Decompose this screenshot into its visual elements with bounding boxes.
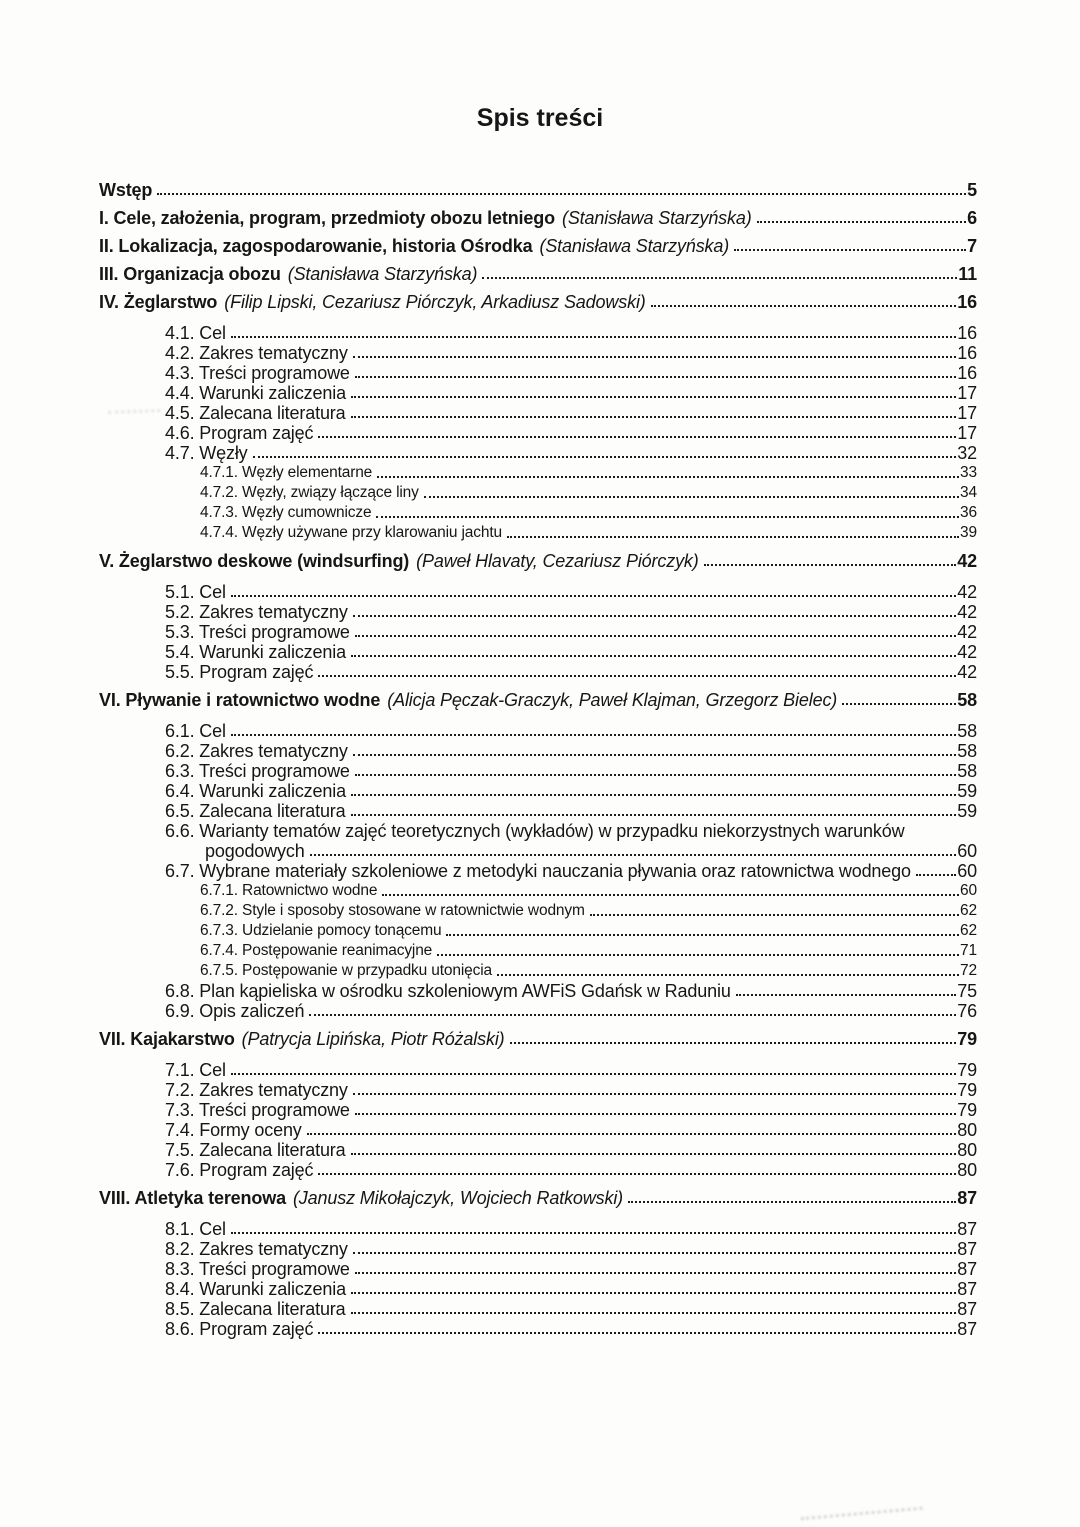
dotted-leader xyxy=(310,854,957,856)
toc-entry-author: (Paweł Hlavaty, Cezariusz Piórczyk) xyxy=(416,551,699,571)
toc-row xyxy=(99,1299,977,1319)
toc-entry-author: (Stanisława Starzyńska) xyxy=(539,236,730,256)
dotted-leader xyxy=(446,934,959,936)
toc-page-number: 16 xyxy=(957,292,977,312)
toc-entry-label: VI. Pływanie i ratownictwo wodne xyxy=(99,690,381,710)
dotted-leader xyxy=(353,356,957,358)
toc-list xyxy=(99,172,977,1339)
dotted-leader xyxy=(382,894,959,896)
dotted-leader xyxy=(318,1332,956,1334)
dotted-leader xyxy=(231,1232,956,1234)
dotted-leader xyxy=(376,516,959,518)
toc-entry-label: 6.7.3. Udzielanie pomocy tonącemu xyxy=(200,922,442,939)
toc-row xyxy=(99,941,977,961)
toc-entry-label: 5.4. Warunki zaliczenia xyxy=(165,642,346,662)
toc-page-number: 87 xyxy=(957,1279,977,1299)
toc-row xyxy=(99,1239,977,1259)
toc-entry-author: (Patrycja Lipińska, Piotr Różalski) xyxy=(241,1029,505,1049)
toc-row xyxy=(99,642,977,662)
toc-row xyxy=(99,602,977,622)
dotted-leader xyxy=(231,734,956,736)
toc-row xyxy=(99,343,977,363)
toc-entry-label: 6.8. Plan kąpieliska w ośrodku szkoleniowym AWFiS Gdańsk w Raduniu xyxy=(165,981,731,1001)
toc-row xyxy=(99,1279,977,1299)
dotted-leader xyxy=(351,814,957,816)
toc-entry-label: 6.4. Warunki zaliczenia xyxy=(165,781,346,801)
toc-entry-label: 6.7.5. Postępowanie w przypadku utonięcia xyxy=(200,962,492,979)
toc-page-number: 42 xyxy=(957,551,977,571)
toc-entry-label: 6.6. Warianty tematów zajęć teoretycznych (wykładów) w przypadku niekorzystnych warunków xyxy=(165,821,905,841)
toc-entry-author: (Alicja Pęczak-Graczyk, Paweł Klajman, Grzegorz Bielec) xyxy=(387,690,838,710)
toc-entry-label: 8.2. Zakres tematyczny xyxy=(165,1239,348,1259)
toc-row xyxy=(99,861,977,881)
scan-smudge xyxy=(799,1491,922,1521)
toc-row xyxy=(99,503,977,523)
dotted-leader xyxy=(355,774,956,776)
toc-page-number: 6 xyxy=(967,208,977,228)
toc-row xyxy=(99,690,977,710)
toc-page-number: 36 xyxy=(960,504,977,521)
toc-row xyxy=(99,1060,977,1080)
toc-entry-label: 6.1. Cel xyxy=(165,721,226,741)
toc-page-number: 42 xyxy=(957,622,977,642)
toc-page-number: 72 xyxy=(960,962,977,979)
toc-entry-label: 5.5. Program zajęć xyxy=(165,662,314,682)
toc-row xyxy=(99,1100,977,1120)
toc-entry-label: 7.6. Program zajęć xyxy=(165,1160,314,1180)
dotted-leader xyxy=(916,874,956,876)
toc-page-number: 87 xyxy=(957,1188,977,1208)
dotted-leader xyxy=(231,1073,956,1075)
toc-entry-label: I. Cele, założenia, program, przedmioty obozu letniego xyxy=(99,208,555,228)
toc-page-number: 42 xyxy=(957,662,977,682)
toc-entry-author: (Stanisława Starzyńska) xyxy=(561,208,752,228)
toc-page-number: 42 xyxy=(957,582,977,602)
dotted-leader xyxy=(590,914,959,916)
toc-page-number: 87 xyxy=(957,1239,977,1259)
toc-page-number: 16 xyxy=(957,343,977,363)
toc-entry-label: VII. Kajakarstwo xyxy=(99,1029,235,1049)
toc-row xyxy=(99,1319,977,1339)
toc-row xyxy=(99,208,977,228)
dotted-leader xyxy=(507,536,959,538)
toc-row xyxy=(99,1029,977,1049)
toc-page-number: 80 xyxy=(957,1120,977,1140)
dotted-leader xyxy=(377,476,959,478)
toc-page-number: 58 xyxy=(957,690,977,710)
toc-row xyxy=(99,180,977,200)
toc-page-number: 16 xyxy=(957,363,977,383)
toc-entry-label: IV. Żeglarstwo xyxy=(99,292,218,312)
toc-page-number: 75 xyxy=(957,981,977,1001)
toc-row xyxy=(99,1140,977,1160)
toc-entry-author: (Filip Lipski, Cezariusz Piórczyk, Arkadiusz Sadowski) xyxy=(224,292,646,312)
dotted-leader xyxy=(842,703,956,705)
toc-page-number: 17 xyxy=(957,383,977,403)
toc-row xyxy=(99,841,977,861)
toc-row xyxy=(99,981,977,1001)
toc-entry-label: 6.7.4. Postępowanie reanimacyjne xyxy=(200,942,433,959)
dotted-leader xyxy=(351,1292,956,1294)
toc-row xyxy=(99,881,977,901)
dotted-leader xyxy=(318,436,956,438)
toc-page-number: 34 xyxy=(960,484,977,501)
toc-row xyxy=(99,961,977,981)
toc-entry-label: 4.4. Warunki zaliczenia xyxy=(165,383,346,403)
toc-entry-label: pogodowych xyxy=(205,841,305,861)
toc-entry-label: 8.3. Treści programowe xyxy=(165,1259,350,1279)
toc-row xyxy=(99,363,977,383)
dotted-leader xyxy=(353,1093,957,1095)
toc-page-number: 39 xyxy=(960,524,977,541)
dotted-leader xyxy=(307,1133,957,1135)
toc-row xyxy=(99,236,977,256)
dotted-leader xyxy=(497,974,959,976)
dotted-leader xyxy=(351,416,957,418)
toc-entry-label: VIII. Atletyka terenowa xyxy=(99,1188,286,1208)
toc-entry-label: 4.7.1. Węzły elementarne xyxy=(200,464,373,481)
toc-row xyxy=(99,523,977,543)
toc-entry-label: III. Organizacja obozu xyxy=(99,264,281,284)
toc-page-number: 42 xyxy=(957,602,977,622)
dotted-leader xyxy=(351,1312,957,1314)
dotted-leader xyxy=(482,277,957,279)
toc-page-number: 62 xyxy=(960,902,977,919)
toc-page-number: 87 xyxy=(957,1219,977,1239)
toc-page-number: 87 xyxy=(957,1319,977,1339)
toc-row xyxy=(99,662,977,682)
toc-page-number: 87 xyxy=(957,1299,977,1319)
toc-row xyxy=(99,403,977,423)
toc-entry-label: V. Żeglarstwo deskowe (windsurfing) xyxy=(99,551,410,571)
toc-page-number: 17 xyxy=(957,403,977,423)
dotted-leader xyxy=(351,794,956,796)
toc-page-number: 16 xyxy=(957,323,977,343)
toc-row xyxy=(99,1188,977,1208)
dotted-leader xyxy=(704,564,957,566)
toc-entry-author: (Stanisława Starzyńska) xyxy=(287,264,478,284)
toc-entry-label: 4.7. Węzły xyxy=(165,443,248,463)
toc-page-number: 79 xyxy=(957,1100,977,1120)
toc-entry-label: 6.7.1. Ratownictwo wodne xyxy=(200,882,378,899)
toc-entry-label: 7.3. Treści programowe xyxy=(165,1100,350,1120)
dotted-leader xyxy=(355,1272,956,1274)
dotted-leader xyxy=(353,754,957,756)
toc-row xyxy=(99,264,977,284)
toc-page-number: 33 xyxy=(960,464,977,481)
toc-entry-label: 4.2. Zakres tematyczny xyxy=(165,343,348,363)
toc-row xyxy=(99,423,977,443)
dotted-leader xyxy=(651,305,957,307)
toc-entry-label: 4.7.2. Węzły, związy łączące liny xyxy=(200,484,419,501)
toc-page-number: 42 xyxy=(957,642,977,662)
dotted-leader xyxy=(355,635,956,637)
toc-page-number: 58 xyxy=(957,721,977,741)
toc-page-number: 59 xyxy=(957,801,977,821)
dotted-leader xyxy=(318,1173,956,1175)
dotted-leader xyxy=(734,249,966,251)
toc-page-number: 58 xyxy=(957,761,977,781)
toc-row xyxy=(99,721,977,741)
toc-entry-label: 6.3. Treści programowe xyxy=(165,761,350,781)
toc-row xyxy=(99,921,977,941)
dotted-leader xyxy=(353,615,957,617)
toc-entry-label: 8.1. Cel xyxy=(165,1219,226,1239)
dotted-leader xyxy=(353,1252,957,1254)
toc-entry-label: 4.7.4. Węzły używane przy klarowaniu jachtu xyxy=(200,524,502,541)
toc-row xyxy=(99,901,977,921)
dotted-leader xyxy=(318,675,956,677)
toc-row xyxy=(99,551,977,571)
toc-page-number: 80 xyxy=(957,1140,977,1160)
dotted-leader xyxy=(424,496,959,498)
dotted-leader xyxy=(355,376,956,378)
toc-page-number: 76 xyxy=(957,1001,977,1021)
toc-row xyxy=(99,801,977,821)
toc-entry-label: 6.7. Wybrane materiały szkoleniowe z metodyki nauczania pływania oraz ratownictwa wodnego xyxy=(165,861,911,881)
toc-entry-label: 4.5. Zalecana literatura xyxy=(165,403,346,423)
dotted-leader xyxy=(355,1113,956,1115)
toc-entry-label: 4.1. Cel xyxy=(165,323,226,343)
toc-page-number: 79 xyxy=(957,1029,977,1049)
dotted-leader xyxy=(510,1042,957,1044)
toc-entry-label: 6.5. Zalecana literatura xyxy=(165,801,346,821)
toc-page-number: 62 xyxy=(960,922,977,939)
toc-entry-label: 4.6. Program zajęć xyxy=(165,423,314,443)
toc-row xyxy=(99,463,977,483)
toc-entry-label: 7.4. Formy oceny xyxy=(165,1120,302,1140)
toc-entry-label: 8.4. Warunki zaliczenia xyxy=(165,1279,346,1299)
toc-page-number: 80 xyxy=(957,1160,977,1180)
toc-page-number: 60 xyxy=(960,882,977,899)
toc-entry-label: II. Lokalizacja, zagospodarowanie, historia Ośrodka xyxy=(99,236,533,256)
toc-row xyxy=(99,1080,977,1100)
dotted-leader xyxy=(736,994,957,996)
toc-entry-label: Wstęp xyxy=(99,180,153,200)
dotted-leader xyxy=(157,193,966,195)
toc-row xyxy=(99,582,977,602)
dotted-leader xyxy=(351,1153,957,1155)
toc-entry-label: 5.3. Treści programowe xyxy=(165,622,350,642)
dotted-leader xyxy=(231,336,956,338)
dotted-leader xyxy=(231,595,956,597)
toc-row xyxy=(99,821,977,841)
toc-page-number: 87 xyxy=(957,1259,977,1279)
toc-entry-label: 7.1. Cel xyxy=(165,1060,226,1080)
toc-row xyxy=(99,741,977,761)
toc-page-number: 58 xyxy=(957,741,977,761)
toc-entry-label: 4.7.3. Węzły cumownicze xyxy=(200,504,372,521)
toc-row xyxy=(99,1219,977,1239)
toc-page-number: 5 xyxy=(967,180,977,200)
toc-entry-label: 4.3. Treści programowe xyxy=(165,363,350,383)
dotted-leader xyxy=(351,396,956,398)
dotted-leader xyxy=(437,954,959,956)
toc-row xyxy=(99,1160,977,1180)
toc-page-number: 79 xyxy=(957,1080,977,1100)
toc-entry-label: 8.6. Program zajęć xyxy=(165,1319,314,1339)
dotted-leader xyxy=(309,1014,956,1016)
dotted-leader xyxy=(757,221,967,223)
toc-row xyxy=(99,292,977,312)
toc-entry-label: 7.2. Zakres tematyczny xyxy=(165,1080,348,1100)
toc-entry-label: 6.7.2. Style i sposoby stosowane w ratownictwie wodnym xyxy=(200,902,585,919)
dotted-leader xyxy=(351,655,956,657)
toc-row xyxy=(99,1120,977,1140)
dotted-leader xyxy=(628,1201,956,1203)
toc-row xyxy=(99,781,977,801)
toc-page-number: 71 xyxy=(960,942,977,959)
dotted-leader xyxy=(253,456,957,458)
toc-page-number: 7 xyxy=(967,236,977,256)
toc-page-number: 59 xyxy=(957,781,977,801)
toc-page-number: 60 xyxy=(957,841,977,861)
toc-entry-label: 5.1. Cel xyxy=(165,582,226,602)
toc-entry-label: 7.5. Zalecana literatura xyxy=(165,1140,346,1160)
toc-row xyxy=(99,761,977,781)
toc-entry-author: (Janusz Mikołajczyk, Wojciech Ratkowski) xyxy=(292,1188,624,1208)
toc-entry-label: 6.9. Opis zaliczeń xyxy=(165,1001,305,1021)
page-title: Spis treści xyxy=(476,104,604,132)
toc-row xyxy=(99,622,977,642)
toc-page-number: 79 xyxy=(957,1060,977,1080)
toc-entry-label: 5.2. Zakres tematyczny xyxy=(165,602,348,622)
toc-entry-label: 8.5. Zalecana literatura xyxy=(165,1299,346,1319)
toc-row xyxy=(99,1259,977,1279)
toc-entry-label: 6.2. Zakres tematyczny xyxy=(165,741,348,761)
toc-row xyxy=(99,1001,977,1021)
toc-row xyxy=(99,383,977,403)
toc-page-number: 32 xyxy=(957,443,977,463)
toc-row xyxy=(99,323,977,343)
toc-row xyxy=(99,443,977,463)
toc-page-number: 17 xyxy=(957,423,977,443)
toc-page-number: 11 xyxy=(958,264,977,284)
toc-page-number: 60 xyxy=(957,861,977,881)
toc-row xyxy=(99,483,977,503)
